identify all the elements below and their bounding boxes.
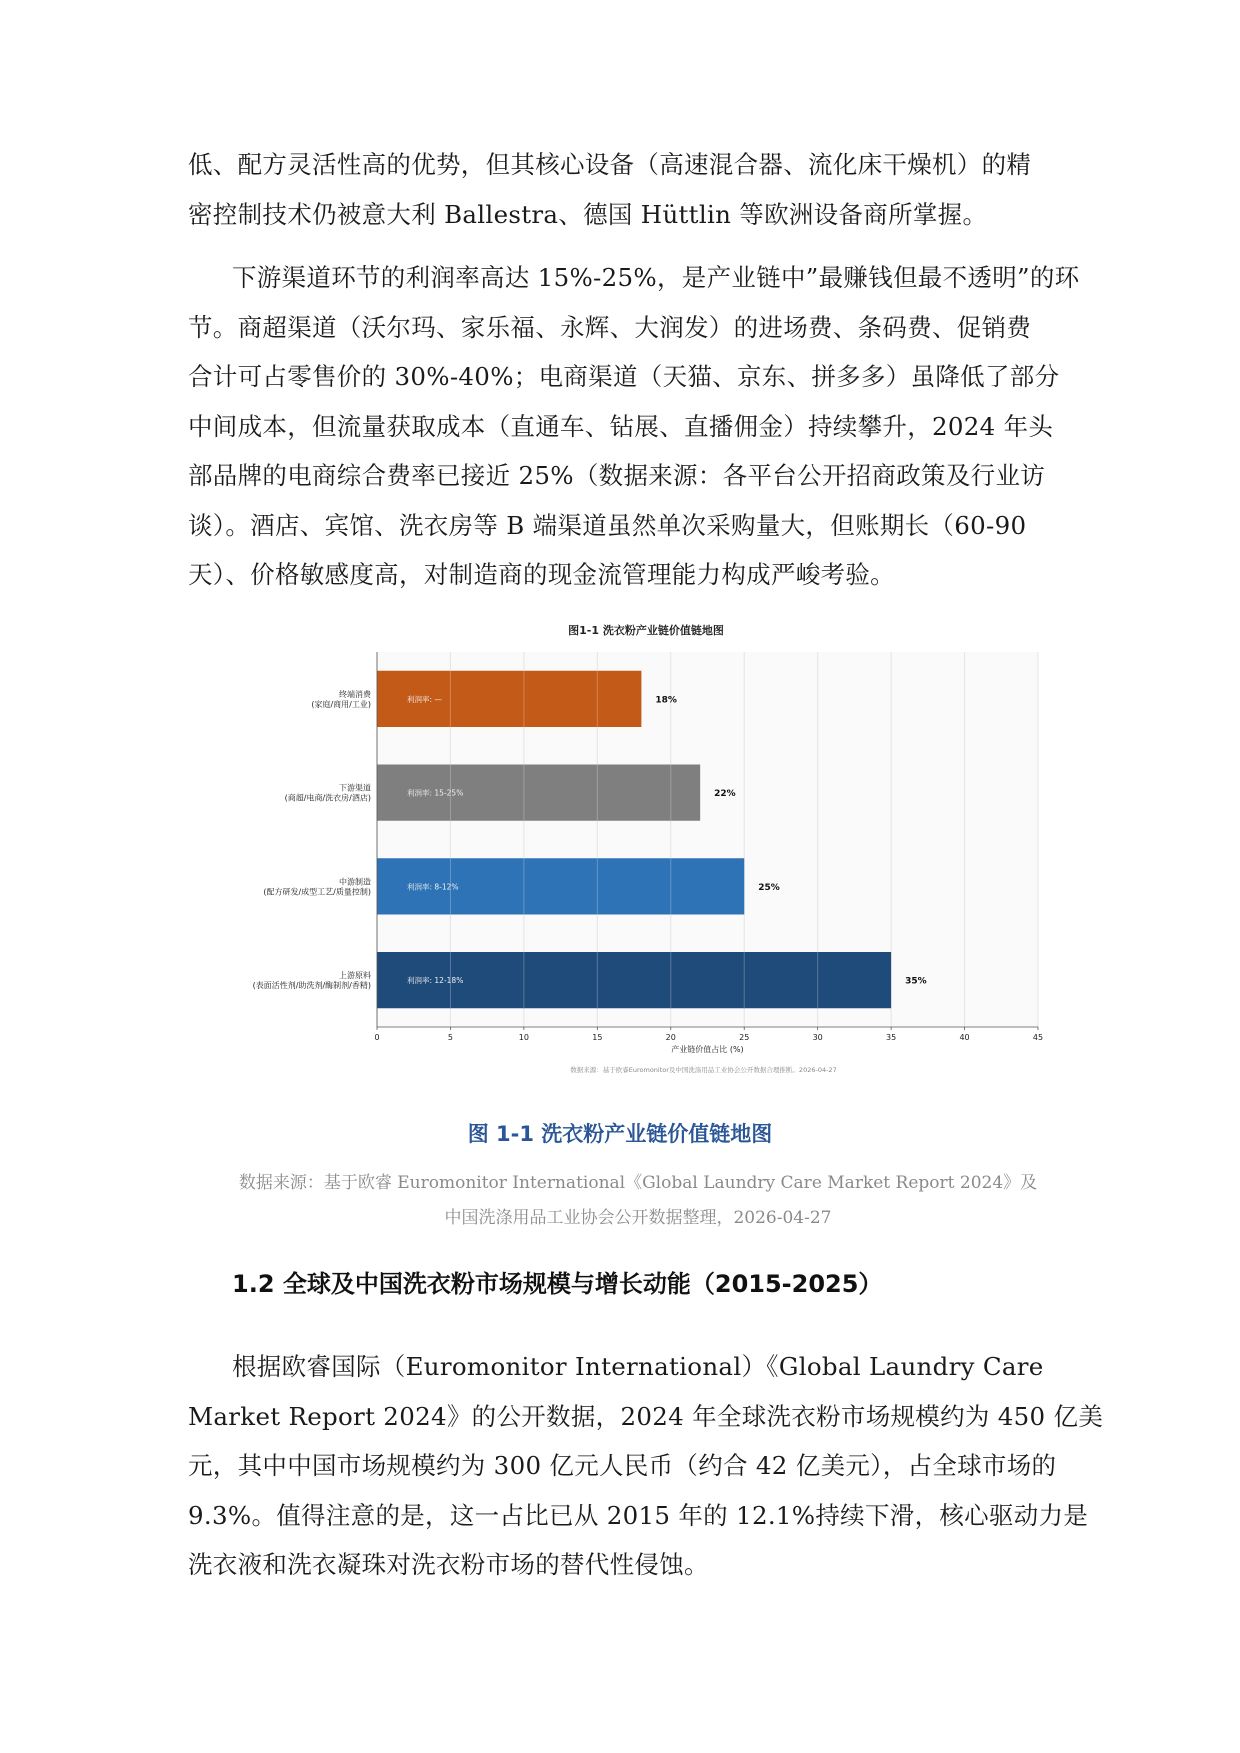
bar-value-label: 35% — [905, 976, 927, 987]
x-tick-label: 15 — [592, 1033, 603, 1042]
category-sublabel: (配方研发/成型工艺/质量控制) — [263, 887, 371, 897]
text-line: 9.3%。值得注意的是，这一占比已从 2015 年的 12.1%持续下滑，核心驱动力是 — [188, 1500, 1089, 1530]
x-tick-label: 40 — [959, 1033, 970, 1042]
category-label: 终端消费 — [339, 689, 371, 699]
text-line: 天）、价格敏感度高，对制造商的现金流管理能力构成严峻考验。 — [188, 560, 895, 589]
category-label: 上游原料 — [339, 971, 371, 981]
figure-source-line: 中国洗涤用品工业协会公开数据整理，2026-04-27 — [444, 1208, 832, 1228]
paragraph-downstream-channels — [188, 253, 1080, 600]
text-line: Market Report 2024》的公开数据，2024 年全球洗衣粉市场规模约为 450 亿美 — [188, 1401, 1104, 1431]
text-line: 低、配方灵活性高的优势，但其核心设备（高速混合器、流化床干燥机）的精 — [188, 150, 1032, 179]
category-sublabel: (表面活性剂/助洗剂/酶制剂/香精) — [252, 981, 371, 991]
text-line: 下游渠道环节的利润率高达 15%-25%，是产业链中”最赚钱但最不透明”的环 — [232, 263, 1080, 292]
text-line: 谈）。酒店、宾馆、洗衣房等 B 端渠道虽然单次采购量大，但账期长（60-90 — [188, 510, 1027, 540]
bar-inner-label: 利润率: 15-25% — [407, 788, 464, 798]
x-tick-label: 20 — [665, 1033, 676, 1042]
bar-inner-label: 利润率: 12-18% — [407, 976, 464, 986]
bar-value-label: 22% — [714, 789, 736, 800]
category-label: 中游制造 — [339, 877, 371, 887]
bar-value-label: 18% — [655, 695, 677, 706]
value-chain-bar-chart — [228, 612, 1060, 1096]
text-line: 合计可占零售价的 30%-40%；电商渠道（天猫、京东、拼多多）虽降低了部分 — [188, 362, 1060, 391]
bar-inner-label: 利润率: — — [407, 694, 442, 704]
text-line: 部品牌的电商综合费率已接近 25%（数据来源：各平台公开招商政策及行业访 — [188, 461, 1046, 490]
bar-inner-label: 利润率: 8-12% — [407, 882, 459, 892]
x-tick-label: 45 — [1032, 1033, 1044, 1042]
category-label: 下游渠道 — [339, 783, 371, 793]
text-line: 洗衣液和洗衣凝珠对洗衣粉市场的替代性侵蚀。 — [188, 1550, 709, 1579]
x-axis-label: 产业链价值占比 (%) — [671, 1045, 744, 1054]
figure-source-line: 数据来源：基于欧睿 Euromonitor International《Global Laundry Care Market Report 2024》及 — [238, 1173, 1038, 1193]
text-line: 密控制技术仍被意大利 Ballestra、德国 Hüttlin 等欧洲设备商所掌握。 — [188, 199, 988, 229]
text-line: 根据欧睿国际（Euromonitor International）《Global Laundry Care — [232, 1352, 1044, 1381]
x-tick-label: 5 — [447, 1033, 453, 1042]
text-line: 元，其中中国市场规模约为 300 亿元人民币（约合 42 亿美元），占全球市场的 — [188, 1451, 1057, 1480]
text-line: 中间成本，但流量获取成本（直通车、钻展、直播佣金）持续攀升，2024 年头 — [188, 411, 1054, 441]
chart-source-note: 数据来源：基于欧睿Euromonitor及中国洗涤用品工业协会公开数据合理推断。2026-04-27 — [570, 1066, 837, 1074]
bar-value-label: 25% — [758, 882, 780, 893]
value-chain-figure — [228, 612, 1060, 1096]
figure-source-note — [218, 1166, 1058, 1236]
paragraph-supply-chain-equipment — [188, 140, 1058, 239]
x-tick-label: 10 — [518, 1033, 529, 1042]
section-heading: 1.2 全球及中国洗衣粉市场规模与增长动能（2015-2025） — [232, 1270, 883, 1298]
category-sublabel: (家庭/商用/工业) — [311, 699, 371, 709]
x-tick-label: 30 — [812, 1033, 823, 1042]
category-sublabel: (商超/电商/洗衣房/酒店) — [284, 793, 371, 803]
x-tick-label: 0 — [374, 1033, 380, 1042]
paragraph-market-size — [188, 1342, 1104, 1590]
text-line: 节。商超渠道（沃尔玛、家乐福、永辉、大润发）的进场费、条码费、促销费 — [188, 312, 1032, 342]
chart-title: 图1-1 洗衣粉产业链价值链地图 — [568, 624, 724, 637]
x-tick-label: 35 — [886, 1033, 897, 1042]
figure-caption: 图 1-1 洗衣粉产业链价值链地图 — [467, 1122, 773, 1146]
x-tick-label: 25 — [739, 1033, 750, 1042]
